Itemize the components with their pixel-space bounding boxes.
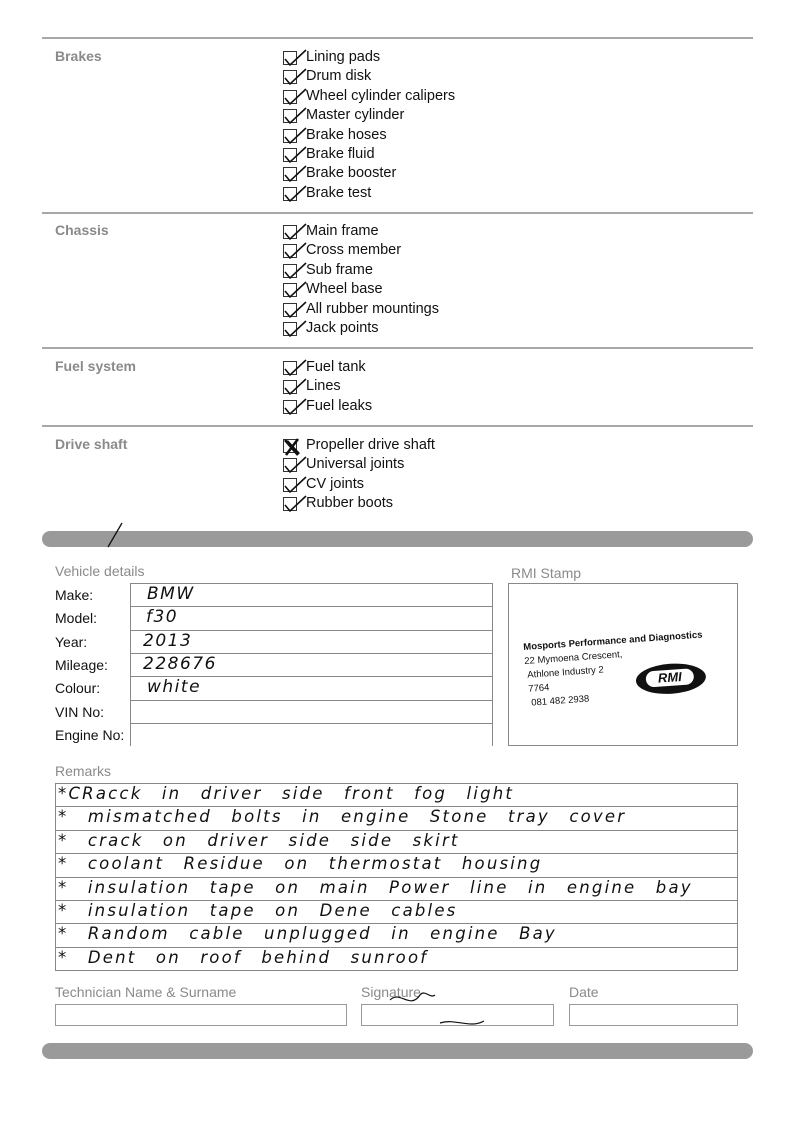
checklist-item-label: Brake fluid: [306, 145, 375, 162]
vehicle-row-line: [130, 653, 492, 654]
checklist-item-label: Brake test: [306, 184, 372, 201]
stamp-impression: [523, 628, 728, 722]
rmi-stamp-title: RMI Stamp: [511, 565, 582, 581]
checklist-item-label: Master cylinder: [306, 107, 405, 124]
section-divider: [42, 212, 753, 214]
checklist-item-label: Brake booster: [306, 165, 397, 182]
checklist-item-label: Propeller drive shaft: [306, 437, 435, 453]
rmi-logo: [635, 661, 707, 696]
checklist-item-label: Cross member: [306, 242, 402, 259]
section-separator-bar: [42, 531, 753, 547]
section-divider: [42, 347, 753, 349]
stamp-postcode: 7764: [527, 682, 550, 695]
remark-line: * Dent on roof behind sunroof: [58, 947, 429, 967]
section-title: Fuel system: [55, 358, 136, 374]
checklist-item-label: Sub frame: [306, 261, 373, 278]
vehicle-box-left: [130, 583, 131, 746]
vehicle-field-label: Year:: [55, 633, 88, 650]
vehicle-details-title: Vehicle details: [55, 563, 145, 579]
section-divider: [42, 425, 753, 427]
remark-line: * mismatched bolts in engine Stone tray cover: [58, 807, 627, 827]
rmi-stamp-box: [508, 583, 738, 746]
technician-name-field[interactable]: [55, 1004, 347, 1026]
technician-label: Technician Name & Surname: [55, 984, 237, 1000]
checklist-item-label: Wheel cylinder calipers: [306, 87, 456, 104]
date-field[interactable]: [569, 1004, 738, 1026]
vehicle-field-label: Colour:: [55, 680, 101, 697]
checklist-item-label: Main frame: [306, 223, 379, 239]
checklist-item-label: Brake hoses: [306, 126, 387, 143]
vehicle-field-value[interactable]: f30: [146, 607, 179, 628]
vehicle-field-value[interactable]: 2013: [143, 630, 193, 651]
vehicle-field-label: Model:: [55, 610, 98, 627]
checklist-item-label: Drum disk: [306, 68, 372, 85]
checklist-item-label: Lining pads: [306, 49, 381, 65]
checklist-item-label: CV joints: [306, 475, 365, 492]
pen-stroke: [100, 520, 130, 550]
remarks-title: Remarks: [55, 763, 112, 779]
section-title: Brakes: [55, 48, 102, 64]
section-title: Drive shaft: [55, 436, 128, 452]
vehicle-row-line: [130, 676, 492, 677]
vehicle-field-label: Mileage:: [55, 656, 108, 673]
checklist-item-label: Universal joints: [306, 456, 405, 473]
stamp-phone: 081 482 2938: [530, 693, 590, 709]
stamp-company: Mosports Performance and Diagnostics: [523, 629, 703, 653]
stamp-address-1: 22 Mymoena Crescent,: [523, 649, 623, 667]
vehicle-row-line: [130, 606, 492, 607]
remark-line: * crack on driver side side skirt: [58, 830, 460, 850]
section-title: Chassis: [55, 222, 109, 238]
vehicle-field-value[interactable]: white: [147, 677, 202, 698]
rmi-logo-text: RMI: [645, 668, 694, 687]
checklist-item-label: Wheel base: [306, 281, 383, 298]
checklist-item-label: Lines: [306, 378, 341, 395]
checklist-item-label: Jack points: [306, 319, 379, 336]
vehicle-field-label: Engine No:: [55, 726, 125, 743]
vehicle-row-line: [130, 630, 492, 631]
remark-line: * insulation tape on main Power line in engine bay: [58, 877, 693, 897]
stamp-address-2: Athlone Industry 2: [526, 664, 605, 681]
vehicle-row-line: [130, 583, 492, 584]
signature-scribble: [380, 985, 500, 1035]
vehicle-box-right: [492, 583, 493, 746]
footer-bar: [42, 1043, 753, 1059]
vehicle-field-value[interactable]: BMW: [147, 584, 195, 604]
vehicle-row-line: [130, 723, 492, 724]
remark-line: * insulation tape on Dene cables: [58, 901, 458, 920]
remark-line: *CRacck in driver side front fog light: [58, 784, 515, 803]
vehicle-field-value[interactable]: 228676: [143, 653, 217, 674]
checklist-item-label: All rubber mountings: [306, 300, 439, 317]
vehicle-row-line: [130, 700, 492, 701]
signature-label: Signature: [361, 984, 421, 1000]
vehicle-field-label: VIN No:: [55, 703, 105, 720]
remark-line: * coolant Residue on thermostat housing: [58, 854, 543, 874]
date-label: Date: [569, 984, 599, 1000]
checklist-item-label: Fuel tank: [306, 359, 366, 375]
checklist-item-label: Fuel leaks: [306, 397, 373, 414]
top-divider: [42, 37, 753, 39]
vehicle-field-label: Make:: [55, 587, 94, 603]
remark-line: * Random cable unplugged in engine Bay: [58, 924, 557, 944]
checklist-item-label: Rubber boots: [306, 495, 394, 512]
